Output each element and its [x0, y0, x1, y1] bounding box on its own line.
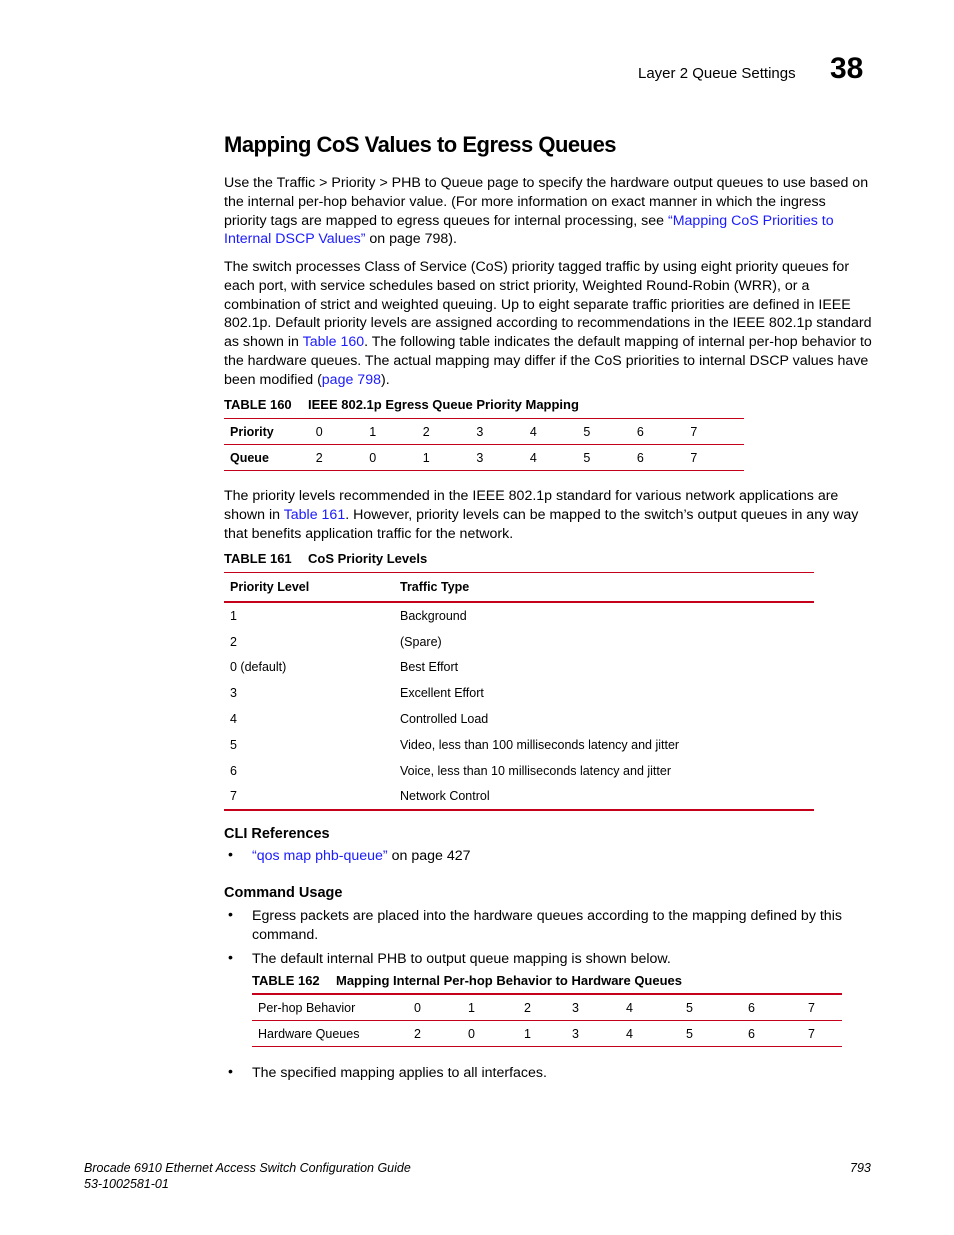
table-cell: 7: [808, 994, 842, 1021]
table-cell: Best Effort: [400, 660, 459, 675]
table-cell: 0 (default): [230, 660, 287, 675]
table-cell: 5: [230, 737, 237, 752]
table-161-label: TABLE 161: [224, 551, 292, 566]
table-cell: Video, less than 100 milliseconds latency and jitter: [400, 737, 680, 752]
bullet: •: [228, 907, 233, 923]
table-cell: 0: [369, 450, 377, 465]
usage-item-3: The specified mapping applies to all interfaces.: [252, 1065, 547, 1081]
table-row: [224, 732, 814, 758]
link-page-798[interactable]: page 798: [321, 371, 381, 388]
table-cell: 6: [748, 1026, 755, 1041]
page-title: Mapping CoS Values to Egress Queues: [224, 132, 617, 157]
intro-paragraph: [224, 174, 872, 249]
table-cell: 5: [686, 994, 748, 1021]
table-cell: 4: [626, 994, 686, 1021]
table-cell: Voice, less than 10 milliseconds latency and jitter: [400, 763, 671, 778]
table-cell: 3: [572, 1026, 579, 1041]
cli-reference-item: [252, 847, 872, 866]
footer-doc-number: 53-1002581-01: [84, 1177, 169, 1191]
link-table-161[interactable]: Table 161: [283, 506, 346, 523]
priority-paragraph: [224, 487, 872, 543]
table-cell: 1: [369, 419, 423, 445]
table-cell: 2: [230, 634, 237, 649]
table-cell: 7: [690, 450, 698, 465]
row-header: Hardware Queues: [258, 1026, 360, 1041]
chapter-number: 38: [830, 52, 864, 85]
table-cell: 3: [230, 686, 237, 701]
link-qos-map-phb-queue[interactable]: “qos map phb-queue”: [252, 848, 388, 864]
table-cell: 4: [230, 712, 237, 727]
table-cell: 6: [636, 450, 644, 465]
table-header-row: [224, 573, 814, 603]
table-cell: 5: [583, 450, 591, 465]
table-row: [252, 994, 842, 1021]
table-row: [224, 706, 814, 732]
table-cell: Excellent Effort: [400, 686, 484, 701]
command-usage-heading: Command Usage: [224, 885, 343, 901]
table-cell: 1: [468, 994, 524, 1021]
cos-text-3: ).: [380, 371, 390, 388]
cos-paragraph: [224, 258, 872, 390]
cli-references-heading: CLI References: [224, 826, 330, 842]
table-cell: 0: [414, 994, 468, 1021]
usage-item-2: The default internal PHB to output queue mapping is shown below.: [252, 951, 671, 967]
intro-text: Use the Traffic > Priority > PHB to Queue page to specify the hardware output queues to use based on the internal per-hop behavior value. (For more information on exact manner in which the ingress priority tags are mapped to egress queues for internal processing, see: [224, 175, 869, 229]
table-cell: (Spare): [400, 634, 442, 649]
table-cell: 2: [414, 1026, 421, 1041]
table-160-title: IEEE 802.1p Egress Queue Priority Mapping: [308, 397, 579, 412]
table-162: [252, 993, 842, 1047]
footer-guide-title: Brocade 6910 Ethernet Access Switch Configuration Guide: [84, 1161, 411, 1175]
link-mapping-cos-priorities[interactable]: “Mapping CoS Priorities to Internal DSCP Values”: [224, 212, 834, 248]
table-row: [224, 445, 744, 471]
table-row: [252, 1021, 842, 1047]
table-162-title: Mapping Internal Per-hop Behavior to Hardware Queues: [336, 973, 683, 988]
column-header: Traffic Type: [394, 573, 814, 603]
table-cell: 2: [423, 419, 477, 445]
table-cell: Network Control: [400, 789, 490, 804]
table-cell: 0: [316, 419, 370, 445]
table-cell: 6: [637, 419, 691, 445]
bullet: •: [228, 1064, 233, 1080]
table-cell: 1: [524, 1026, 531, 1041]
table-cell: 4: [530, 419, 584, 445]
table-cell: 5: [686, 1026, 693, 1041]
usage-item-1: Egress packets are placed into the hardware queues according to the mapping defined by this command.: [252, 908, 842, 943]
table-row: [224, 602, 814, 629]
row-header: Priority: [224, 419, 316, 445]
table-row: [224, 680, 814, 706]
table-cell: 1: [230, 608, 237, 623]
table-cell: 2: [524, 994, 572, 1021]
link-table-160[interactable]: Table 160: [302, 334, 365, 351]
row-header: Queue: [230, 450, 269, 465]
table-161-title: CoS Priority Levels: [308, 551, 428, 566]
bullet: •: [228, 847, 233, 863]
bullet: •: [228, 950, 233, 966]
page-number: 793: [850, 1161, 871, 1175]
table-161: [224, 572, 814, 811]
table-cell: 4: [626, 1026, 633, 1041]
table-161-caption: [224, 551, 427, 566]
table-cell: 7: [808, 1026, 815, 1041]
priority-text-2: . However, priority levels can be mapped to the switch’s output queues in any way that benefits application traffic for the network.: [224, 506, 859, 542]
table-160-label: TABLE 160: [224, 397, 292, 412]
table-row: [224, 655, 814, 681]
running-header-section: Layer 2 Queue Settings: [638, 65, 796, 82]
row-header: Per-hop Behavior: [252, 994, 414, 1021]
table-row: [224, 784, 814, 811]
table-cell: 0: [468, 1026, 475, 1041]
table-cell: 3: [572, 994, 626, 1021]
table-row: [224, 758, 814, 784]
table-cell: 4: [529, 450, 537, 465]
table-160-caption: [224, 397, 579, 412]
table-cell: Controlled Load: [400, 712, 489, 727]
table-cell: 5: [583, 419, 637, 445]
table-162-caption: [252, 973, 682, 988]
priority-text-1: The priority levels recommended in the IEEE 802.1p standard for various network applications are shown in: [224, 488, 839, 523]
cos-text-1: The switch processes Class of Service (CoS) priority tagged traffic by using eight priority queues for each port, with service schedules based on strict priority, Weighted Round-Robin (WRR), or a combination of strict and weighted queuing. Up to eight separate traffic priorities are defined in IEEE 802.1p. Default priority levels are assigned according to recommendations in the IEEE 802.1p standard as shown in: [224, 259, 872, 351]
table-cell: 6: [748, 994, 808, 1021]
table-160: [224, 418, 744, 471]
cli-reference-tail: on page 427: [387, 848, 471, 864]
table-cell: 7: [230, 789, 237, 804]
cos-text-2: . The following table indicates the default mapping of internal per-hop behavior to the hardware queues. The actual mapping may differ if the CoS priorities to internal DSCP values have been modified (: [224, 334, 872, 388]
column-header: Priority Level: [224, 573, 394, 603]
table-162-label: TABLE 162: [252, 973, 320, 988]
table-row: [224, 629, 814, 655]
table-cell: Background: [400, 608, 467, 623]
intro-tail: on page 798).: [365, 231, 457, 248]
table-cell: 3: [476, 419, 530, 445]
table-cell: 1: [422, 450, 430, 465]
table-row: [224, 419, 744, 445]
table-cell: 6: [230, 763, 237, 778]
table-cell: 3: [476, 450, 484, 465]
table-cell: 7: [690, 419, 744, 445]
table-cell: 2: [315, 450, 323, 465]
